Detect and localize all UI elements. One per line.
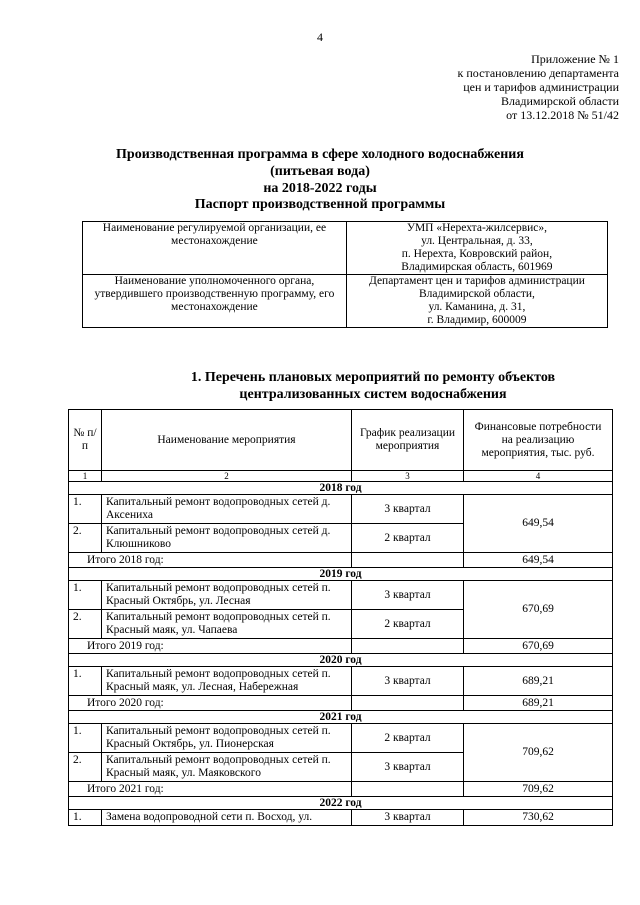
year-row <box>69 797 613 810</box>
activity-schedule: 3 квартал <box>352 581 464 610</box>
year-label: 2019 год <box>69 568 613 581</box>
title-line: на 2018-2022 годы <box>263 181 377 196</box>
row-number: 2. <box>69 524 102 553</box>
total-row <box>69 553 613 568</box>
activity-name: Капитальный ремонт водопроводных сетей д. Аксениха <box>102 495 352 524</box>
table-row <box>69 724 613 753</box>
table-row <box>69 495 613 524</box>
activity-name: Капитальный ремонт водопроводных сетей п. Красный маяк, ул. Чапаева <box>102 610 352 639</box>
header-schedule: График реализации мероприятия <box>352 410 464 471</box>
table-row <box>69 810 613 826</box>
row-number: 1. <box>69 724 102 753</box>
total-value: 709,62 <box>464 782 613 797</box>
year-label: 2020 год <box>69 654 613 667</box>
activity-name: Капитальный ремонт водопроводных сетей п. Красный Октябрь, ул. Лесная <box>102 581 352 610</box>
appendix-line: Владимирской области <box>501 94 619 108</box>
passport-label: Наименование регулируемой организации, ее местонахождение <box>83 222 347 275</box>
passport-value-line: п. Нерехта, Ковровский район, <box>401 248 553 260</box>
activity-amount: 689,21 <box>464 667 613 696</box>
year-row <box>69 654 613 667</box>
total-value: 689,21 <box>464 696 613 711</box>
year-label: 2022 год <box>69 797 613 810</box>
row-number: 1. <box>69 667 102 696</box>
row-number: 2. <box>69 610 102 639</box>
passport-table <box>82 221 608 328</box>
column-number: 1 <box>69 471 102 482</box>
activity-schedule: 2 квартал <box>352 524 464 553</box>
empty-cell <box>352 696 464 711</box>
appendix-line: Приложение № 1 <box>531 52 619 66</box>
appendix-line: цен и тарифов администрации <box>463 80 619 94</box>
total-value: 670,69 <box>464 639 613 654</box>
activity-name: Капитальный ремонт водопроводных сетей д. Клюшниково <box>102 524 352 553</box>
total-row <box>69 696 613 711</box>
appendix-block <box>405 52 619 122</box>
year-row <box>69 711 613 724</box>
appendix-line: к постановлению департамента <box>457 66 619 80</box>
appendix-line: от 13.12.2018 № 51/42 <box>506 108 619 122</box>
empty-cell <box>352 639 464 654</box>
total-value: 649,54 <box>464 553 613 568</box>
title-line: (питьевая вода) <box>270 164 370 179</box>
year-label: 2018 год <box>69 482 613 495</box>
total-row <box>69 639 613 654</box>
year-label: 2021 год <box>69 711 613 724</box>
year-row <box>69 568 613 581</box>
activity-schedule: 2 квартал <box>352 610 464 639</box>
activity-name: Капитальный ремонт водопроводных сетей п. Красный маяк, ул. Лесная, Набережная <box>102 667 352 696</box>
passport-heading: Паспорт производственной программы <box>194 197 446 212</box>
passport-value-line: Владимирская область, 601969 <box>401 261 553 273</box>
row-number: 1. <box>69 495 102 524</box>
year-row <box>69 482 613 495</box>
section-title <box>163 369 583 403</box>
passport-label: Наименование уполномоченного органа, утвердившего производственную программу, его местонахождение <box>83 275 347 328</box>
total-row <box>69 782 613 797</box>
activity-name: Капитальный ремонт водопроводных сетей п. Красный Октябрь, ул. Пионерская <box>102 724 352 753</box>
header-name: Наименование мероприятия <box>102 410 352 471</box>
passport-value-line: г. Владимир, 600009 <box>427 314 527 326</box>
passport-value-line: Департамент цен и тарифов администрации <box>368 275 585 287</box>
total-label: Итого 2020 год: <box>69 696 352 711</box>
table-header-row <box>69 410 613 471</box>
document-title <box>0 146 640 197</box>
passport-value <box>346 222 607 275</box>
activities-table <box>68 409 613 826</box>
passport-value <box>346 275 607 328</box>
passport-row <box>83 222 608 275</box>
activity-schedule: 2 квартал <box>352 724 464 753</box>
activity-amount: 730,62 <box>464 810 613 826</box>
passport-value-line: Владимирской области, <box>418 288 535 300</box>
activity-amount: 709,62 <box>464 724 613 782</box>
activity-schedule: 3 квартал <box>352 495 464 524</box>
row-number: 2. <box>69 753 102 782</box>
passport-value-line: УМП «Нерехта-жилсервис», <box>406 222 548 234</box>
activity-schedule: 3 квартал <box>352 753 464 782</box>
activity-schedule: 3 квартал <box>352 667 464 696</box>
activity-name: Замена водопроводной сети п. Восход, ул. <box>102 810 352 826</box>
activity-amount: 670,69 <box>464 581 613 639</box>
section-title-line: 1. Перечень плановых мероприятий по ремонту объектов <box>190 370 556 385</box>
header-num: № п/п <box>69 410 102 471</box>
page-number: 4 <box>317 30 323 44</box>
table-row <box>69 667 613 696</box>
title-line: Производственная программа в сфере холодного водоснабжения <box>116 147 524 162</box>
activity-amount: 649,54 <box>464 495 613 553</box>
empty-cell <box>352 553 464 568</box>
column-number: 3 <box>352 471 464 482</box>
total-label: Итого 2019 год: <box>69 639 352 654</box>
total-label: Итого 2021 год: <box>69 782 352 797</box>
column-number: 4 <box>464 471 613 482</box>
row-number: 1. <box>69 581 102 610</box>
column-number: 2 <box>102 471 352 482</box>
table-row <box>69 581 613 610</box>
activity-schedule: 3 квартал <box>352 810 464 826</box>
activity-name: Капитальный ремонт водопроводных сетей п. Красный маяк, ул. Маяковского <box>102 753 352 782</box>
passport-row <box>83 275 608 328</box>
passport-value-line: ул. Центральная, д. 33, <box>421 235 533 247</box>
section-title-line: централизованных систем водоснабжения <box>239 387 507 402</box>
row-number: 1. <box>69 810 102 826</box>
header-finance: Финансовые потребности на реализацию мероприятия, тыс. руб. <box>464 410 613 471</box>
total-label: Итого 2018 год: <box>69 553 352 568</box>
column-number-row <box>69 471 613 482</box>
passport-value-line: ул. Каманина, д. 31, <box>428 301 526 313</box>
empty-cell <box>352 782 464 797</box>
